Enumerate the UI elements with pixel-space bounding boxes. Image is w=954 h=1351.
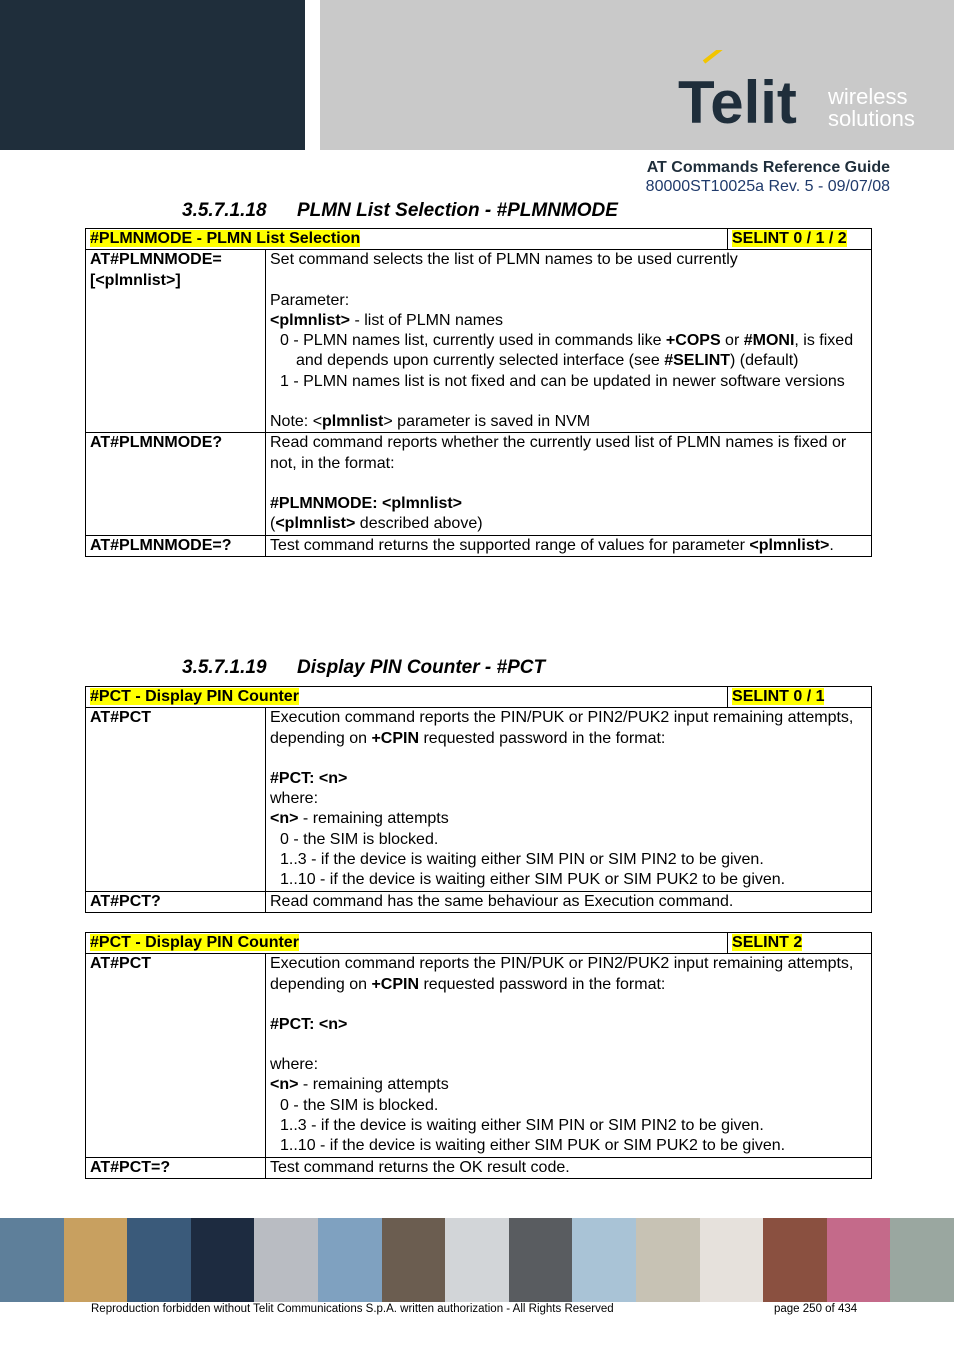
footer-photo (64, 1218, 128, 1302)
command-name: AT#PCT=? (86, 1157, 266, 1178)
table-title: #PCT - Display PIN Counter (90, 688, 299, 705)
command-name: AT#PLMNMODE? (86, 433, 266, 535)
value-2: 1..10 - if the device is waiting either SIM PUK or SIM PUK2 to be given. (280, 871, 786, 889)
parameter-line: <n> - remaining attempts (270, 1076, 449, 1094)
section-number: 3.5.7.1.19 (182, 657, 267, 678)
selint-badge: SELINT 0 / 1 (732, 688, 825, 705)
description-line: Test command returns the OK result code. (266, 1157, 872, 1178)
parameter-line: <plmnlist> - list of PLMN names (270, 311, 503, 329)
table-title: #PLMNMODE - PLMN List Selection (90, 230, 361, 247)
parameter-line: <n> - remaining attempts (270, 810, 449, 828)
footer-photo (191, 1218, 255, 1302)
format-line: #PCT: <n> (270, 1015, 348, 1033)
command-name: AT#PCT (86, 708, 266, 891)
where-label: where: (270, 1056, 319, 1074)
table-row (86, 891, 872, 912)
footer-photo (636, 1218, 700, 1302)
logo-wordmark: Telit (678, 69, 797, 130)
footer-photo (763, 1218, 827, 1302)
section-heading-pct (182, 657, 545, 679)
section-heading-plmnmode (182, 200, 618, 222)
value-1: 1..3 - if the device is waiting either SIM PIN or SIM PIN2 to be given. (280, 1117, 764, 1135)
footer-photo (0, 1218, 64, 1302)
description-line: Read command reports whether the currently used list of PLMN names is fixed or not, in the format: (270, 434, 847, 472)
value-0: 0 - PLMN names list, currently used in commands like +COPS or #MONI, is fixed and depends upon currently selected interface (see #SELINT) (default) (280, 332, 854, 370)
table-title: #PCT - Display PIN Counter (90, 934, 299, 951)
table-row: AT#PLMNMODE=? Test command returns the supported range of values for parameter <plmnlist>. (86, 535, 872, 556)
table-row (86, 1157, 872, 1178)
footer-photo (254, 1218, 318, 1302)
section-title: PLMN List Selection - #PLMNMODE (297, 200, 618, 221)
command-name: AT#PLMNMODE=? (86, 535, 266, 556)
selint-badge: SELINT 0 / 1 / 2 (732, 230, 847, 247)
footer-photo (382, 1218, 446, 1302)
value-1: 1..3 - if the device is waiting either SIM PIN or SIM PIN2 to be given. (280, 851, 764, 869)
value-1: 1 - PLMN names list is not fixed and can be updated in newer software versions (280, 372, 845, 390)
footer-photo (509, 1218, 573, 1302)
description-line: Set command selects the list of PLMN names to be used currently (270, 251, 738, 269)
page-number: page 250 of 434 (774, 1303, 858, 1315)
format-line: #PCT: <n> (270, 769, 348, 787)
command-name: AT#PCT (86, 954, 266, 1157)
description-line: Read command has the same behaviour as Execution command. (266, 891, 872, 912)
plmnmode-table (85, 228, 872, 557)
table-header-row (86, 229, 872, 250)
footer-photo (318, 1218, 382, 1302)
section-title: Display PIN Counter - #PCT (297, 657, 546, 678)
table-row (86, 250, 872, 433)
where-label: where: (270, 790, 319, 808)
table-header-row (86, 687, 872, 708)
pct-table-selint-0-1 (85, 686, 872, 913)
footer-photo (445, 1218, 509, 1302)
guide-revision: 80000ST10025a Rev. 5 - 09/07/08 (645, 178, 890, 195)
logo-tag-solutions: solutions (828, 106, 915, 130)
table-row (86, 708, 872, 891)
format-line: #PLMNMODE: <plmnlist> (270, 494, 463, 512)
value-0: 0 - the SIM is blocked. (280, 830, 439, 848)
table-header-row (86, 933, 872, 954)
footer-photo (572, 1218, 636, 1302)
parameter-label: Parameter: (270, 291, 350, 309)
value-0: 0 - the SIM is blocked. (280, 1096, 439, 1114)
header-dark-panel (0, 0, 305, 150)
pct-table-selint-2 (85, 932, 872, 1179)
footer-photo (127, 1218, 191, 1302)
selint-badge: SELINT 2 (732, 934, 803, 951)
value-2: 1..10 - if the device is waiting either SIM PUK or SIM PUK2 to be given. (280, 1137, 786, 1155)
footer-photo (700, 1218, 764, 1302)
description-line: Execution command reports the PIN/PUK or PIN2/PUK2 input remaining attempts, depending on +CPIN requested password in the format: (270, 709, 854, 747)
section-number: 3.5.7.1.18 (182, 200, 267, 221)
described-line: (<plmnlist> described above) (270, 515, 483, 533)
note-line: Note: <plmnlist> parameter is saved in NVM (270, 413, 591, 431)
command-name: AT#PCT? (86, 891, 266, 912)
footer-photo (890, 1218, 954, 1302)
footer-photo (827, 1218, 891, 1302)
footer-notice: Reproduction forbidden without Telit Communications S.p.A. written authorization - All Rights Reserved (91, 1303, 614, 1315)
description-line: Execution command reports the PIN/PUK or PIN2/PUK2 input remaining attempts, depending on +CPIN requested password in the format: (270, 955, 854, 993)
logo-tag-wireless: wireless (828, 84, 908, 109)
command-name: AT#PLMNMODE= (90, 251, 222, 269)
command-name-cont: [<plmnlist>] (90, 271, 181, 289)
footer-photo-strip (0, 1218, 954, 1302)
telit-logo (676, 50, 936, 130)
table-row (86, 433, 872, 535)
guide-title: AT Commands Reference Guide (646, 159, 890, 176)
table-row (86, 954, 872, 1157)
